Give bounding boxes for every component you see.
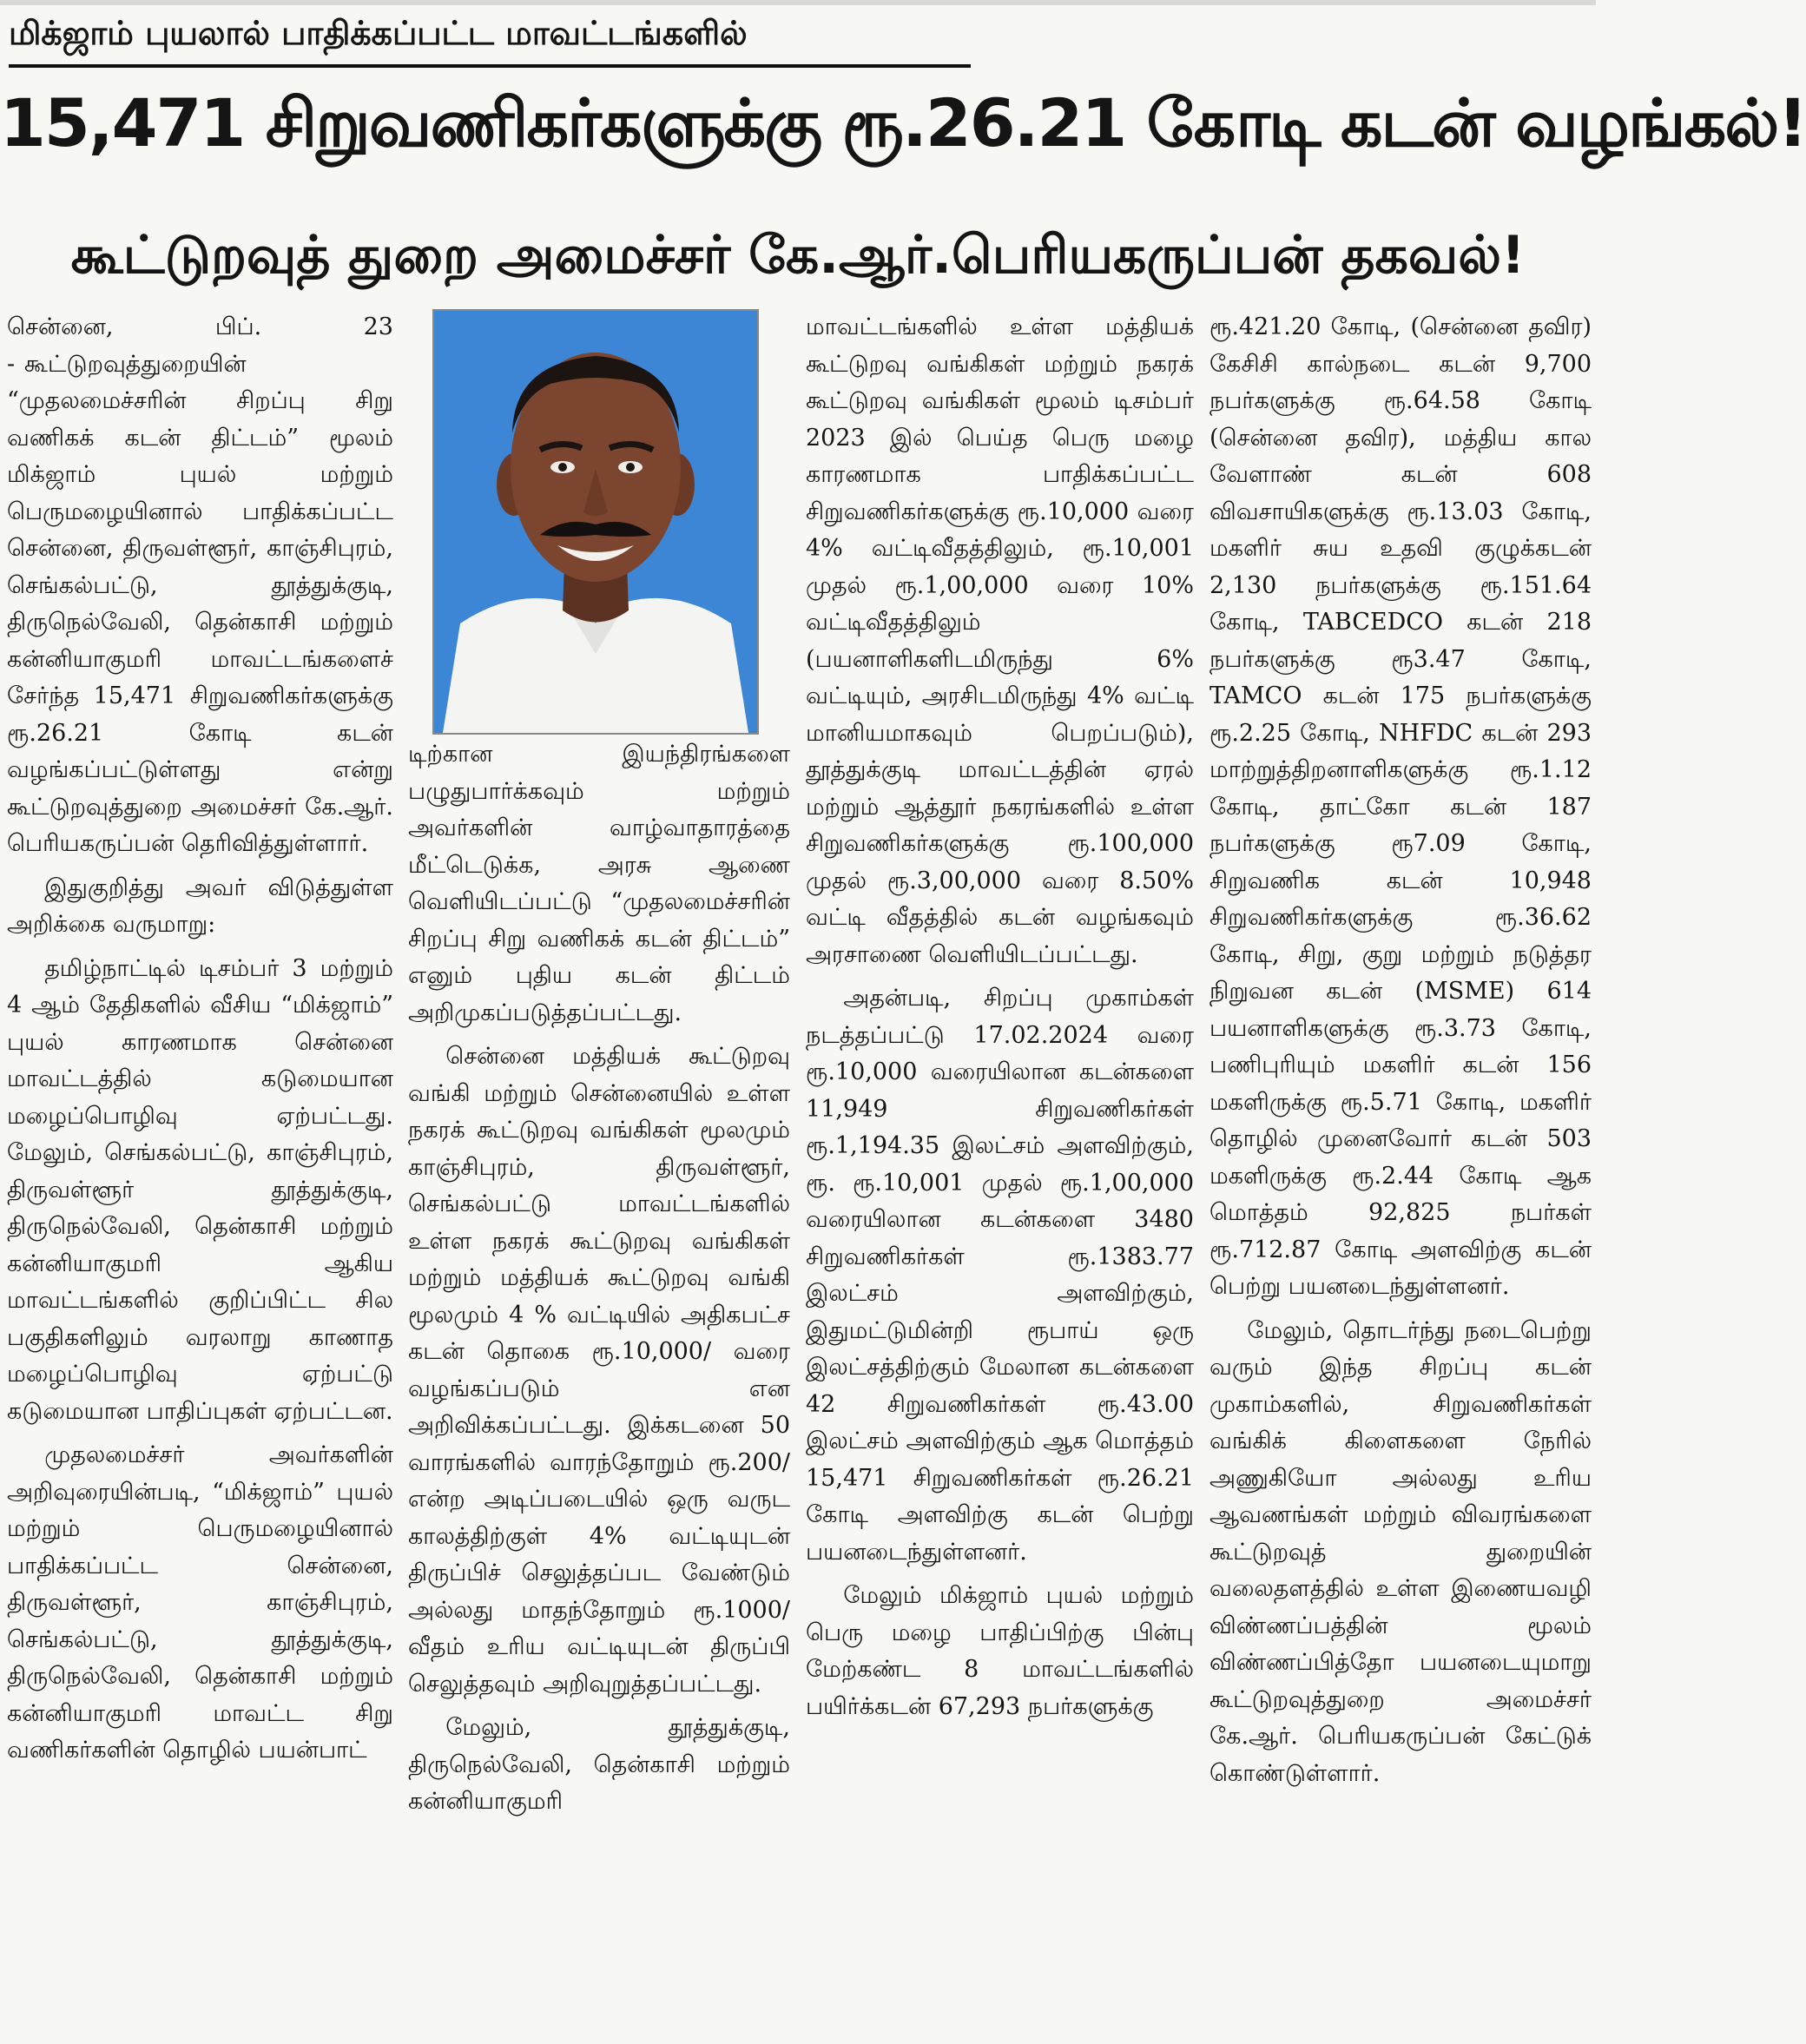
col2-text	[408, 736, 790, 1828]
col4-paragraph-2: மேலும், தொடர்ந்து நடைபெற்று வரும் இந்த சிறப்பு கடன் முகாம்களில், சிறுவணிகர்கள் வங்கிக் கிளைகளை நேரில் அணுகியோ அல்லது உரிய ஆவணங்கள் மற்றும் விவரங்களை கூட்டுறவுத் துறையின் வலைதளத்தில் உள்ள இணையவழி விண்ணப்பத்தின் மூலம் விண்ணப்பித்தோ பயனடையுமாறு கூட்டுறவுத்துறை அமைச்சர் கே.ஆர். பெரியகருப்பன் கேட்டுக் கொண்டுள்ளார்.	[1209, 1316, 1592, 1787]
subheadline: கூட்டுறவுத் துறை அமைச்சர் கே.ஆர்.பெரியகருப்பன் தகவல்!	[70, 225, 1526, 286]
col1-paragraph-1	[7, 309, 393, 863]
col3-paragraph-3: மேலும் மிக்ஜாம் புயல் மற்றும் பெரு மழை பாதிப்பிற்கு பின்பு மேற்கண்ட 8 மாவட்டங்களில் பயிர்க்கடன் 67,293 நபர்களுக்கு	[806, 1582, 1194, 1720]
article-column-1	[7, 309, 393, 2041]
col3-paragraph-2: அதன்படி, சிறப்பு முகாம்கள் நடத்தப்பட்டு 17.02.2024 வரை ரூ.10,000 வரையிலான கடன்களை 11,949 சிறுவணிகர்கள் ரூ.1,194.35 இலட்சம் அளவிற்கும், ரூ. ரூ.10,001 முதல் ரூ.1,00,000 வரையிலான கடன்களை 3480 சிறுவணிகர்கள் ரூ.1383.77 இலட்சம் அளவிற்கும், இதுமட்டுமின்றி ரூபாய் ஒரு இலட்சத்திற்கும் மேலான கடன்களை 42 சிறுவணிகர்கள் ரூ.43.00 இலட்சம் அளவிற்கும் ஆக மொத்தம் 15,471 சிறுவணிகர்கள் ரூ.26.21 கோடி அளவிற்கு கடன் பெற்று பயனடைந்துள்ளனர்.	[806, 985, 1194, 1566]
article-column-3	[806, 309, 1194, 2041]
top-strip	[0, 0, 1596, 5]
col4-paragraph-1: ரூ.421.20 கோடி, (சென்னை தவிர) கேசிசி கால்நடை கடன் 9,700 நபர்களுக்கு ரூ.64.58 கோடி (சென்னை தவிர), மத்திய கால வேளாண் கடன் 608 விவசாயிகளுக்கு ரூ.13.03 கோடி, மகளிர் சுய உதவி குழுக்கடன் 2,130 நபர்களுக்கு ரூ.151.64 கோடி, TABCEDCO கடன் 218 நபர்களுக்கு ரூ3.47 கோடி, TAMCO கடன் 175 நபர்களுக்கு ரூ.2.25 கோடி, NHFDC கடன் 293 மாற்றுத்திறனாளிகளுக்கு ரூ.1.12 கோடி, தாட்கோ கடன் 187 நபர்களுக்கு ரூ7.09 கோடி, சிறுவணிக கடன் 10,948 சிறுவணிகர்களுக்கு ரூ.36.62 கோடி, சிறு, குறு மற்றும் நடுத்தர நிறுவன கடன் (MSME) 614 பயனாளிகளுக்கு ரூ.3.73 கோடி, பணிபுரியும் மகளிர் கடன் 156 மகளிருக்கு ரூ.5.71 கோடி, மகளிர் தொழில் முனைவோர் கடன் 503 மகளிருக்கு ரூ.2.44 கோடி ஆக மொத்தம் 92,825 நபர்கள் ரூ.712.87 கோடி அளவிற்கு கடன் பெற்று பயனடைந்துள்ளனர்.	[1209, 313, 1592, 1300]
kicker: மிக்ஜாம் புயலால் பாதிக்கப்பட்ட மாவட்டங்களில்	[9, 14, 748, 52]
headline: 15,471 சிறுவணிகர்களுக்கு ரூ.26.21 கோடி கடன் வழங்கல்!	[0, 84, 1806, 162]
col1-paragraph-2: இதுகுறித்து அவர் விடுத்துள்ள அறிக்கை வருமாறு:	[7, 874, 393, 938]
article-column-4	[1209, 309, 1592, 2041]
col3-paragraph-1: மாவட்டங்களில் உள்ள மத்தியக் கூட்டுறவு வங்கிகள் மற்றும் நகரக் கூட்டுறவு வங்கிகள் மூலம் டிசம்பர் 2023 இல் பெய்த பெரு மழை காரணமாக பாதிக்கப்பட்ட சிறுவணிகர்களுக்கு ரூ.10,000 வரை 4% வட்டிவீதத்திலும், ரூ.10,001 முதல் ரூ.1,00,000 வரை 10% வட்டிவீதத்திலும் (பயனாளிகளிடமிருந்து 6% வட்டியும், அரசிடமிருந்து 4% வட்டி மானியமாகவும் பெறப்படும்), தூத்துக்குடி மாவட்டத்தின் ஏரல் மற்றும் ஆத்தூர் நகரங்களில் உள்ள சிறுவணிகர்களுக்கு ரூ.100,000 முதல் ரூ.3,00,000 வரை 8.50% வட்டி வீதத்தில் கடன் வழங்கவும் அரசாணை வெளியிடப்பட்டது.	[806, 313, 1194, 968]
col1-paragraph-3: தமிழ்நாட்டில் டிசம்பர் 3 மற்றும் 4 ஆம் தேதிகளில் வீசிய “மிக்ஜாம்” புயல் காரணமாக சென்னை மாவட்டத்தில் கடுமையான மழைப்பொழிவு ஏற்பட்டது. மேலும், செங்கல்பட்டு, காஞ்சிபுரம், திருவள்ளூர் தூத்துக்குடி, திருநெல்வேலி, தென்காசி மற்றும் கன்னியாகுமரி ஆகிய மாவட்டங்களில் குறிப்பிட்ட சில பகுதிகளிலும் வரலாறு காணாத மழைப்பொழிவு ஏற்பட்டு கடுமையான பாதிப்புகள் ஏற்பட்டன.	[7, 954, 393, 1425]
col2-paragraph-2: சென்னை மத்தியக் கூட்டுறவு வங்கி மற்றும் சென்னையில் உள்ள நகரக் கூட்டுறவு வங்கிகள் மூலமும் காஞ்சிபுரம், திருவள்ளூர், செங்கல்பட்டு மாவட்டங்களில் உள்ள நகரக் கூட்டுறவு வங்கிகள் மற்றும் மத்தியக் கூட்டுறவு வங்கி மூலமும் 4 % வட்டியில் அதிகபட்ச கடன் தொகை ரூ.10,000/ வரை வழங்கப்படும் என அறிவிக்கப்பட்டது. இக்கடனை 50 வாரங்களில் வாரந்தோறும் ரூ.200/ என்ற அடிப்படையில் ஒரு வருட காலத்திற்குள் 4% வட்டியுடன் திருப்பிச் செலுத்தப்பட வேண்டும் அல்லது மாதந்தோறும் ரூ.1000/ வீதம் உரிய வட்டியுடன் திருப்பி செலுத்தவும் அறிவுறுத்தப்பட்டது.	[408, 1043, 790, 1698]
col2-paragraph-3: மேலும், தூத்துக்குடி, திருநெல்வேலி, தென்காசி மற்றும் கன்னியாகுமரி	[408, 1714, 790, 1815]
col2-paragraph-1: டிற்கான இயந்திரங்களை பழுதுபார்க்கவும் மற்றும் அவர்களின் வாழ்வாதாரத்தை மீட்டெடுக்க, அரசு ஆணை வெளியிடப்பட்டு “முதலமைச்சரின் சிறப்பு சிறு வணிகக் கடன் திட்டம்” எனும் புதிய கடன் திட்டம் அறிமுகப்படுத்தப்பட்டது.	[408, 741, 790, 1026]
col1-paragraph-4: முதலமைச்சர் அவர்களின் அறிவுரையின்படி, “மிக்ஜாம்” புயல் மற்றும் பெருமழையினால் பாதிக்கப்பட்ட சென்னை, திருவள்ளூர், காஞ்சிபுரம், செங்கல்பட்டு, தூத்துக்குடி, திருநெல்வேலி, தென்காசி மற்றும் கன்னியாகுமரி மாவட்ட சிறு வணிகர்களின் தொழில் பயன்பாட்	[7, 1441, 393, 1764]
col1-p1-text: கூட்டுறவுத்துறையின் “முதலமைச்சரின் சிறப்பு சிறு வணிகக் கடன் திட்டம்” மூலம் மிக்ஜாம் புயல் மற்றும் பெருமழையினால் பாதிக்கப்பட்ட சென்னை, திருவள்ளூர், காஞ்சிபுரம், செங்கல்பட்டு, தூத்துக்குடி, திருநெல்வேலி, தென்காசி மற்றும் கன்னியாகுமரி மாவட்டங்களைச் சேர்ந்த 15,471 சிறுவணிகர்களுக்கு ரூ.26.21 கோடி கடன் வழங்கப்பட்டுள்ளது என்று கூட்டுறவுத்துறை அமைச்சர் கே.ஆர். பெரியகருப்பன் தெரிவித்துள்ளார்.	[7, 350, 393, 857]
kicker-underline	[9, 64, 971, 68]
dateline: சென்னை, பிப். 23 -	[7, 313, 393, 378]
article-column-2	[408, 309, 790, 2041]
